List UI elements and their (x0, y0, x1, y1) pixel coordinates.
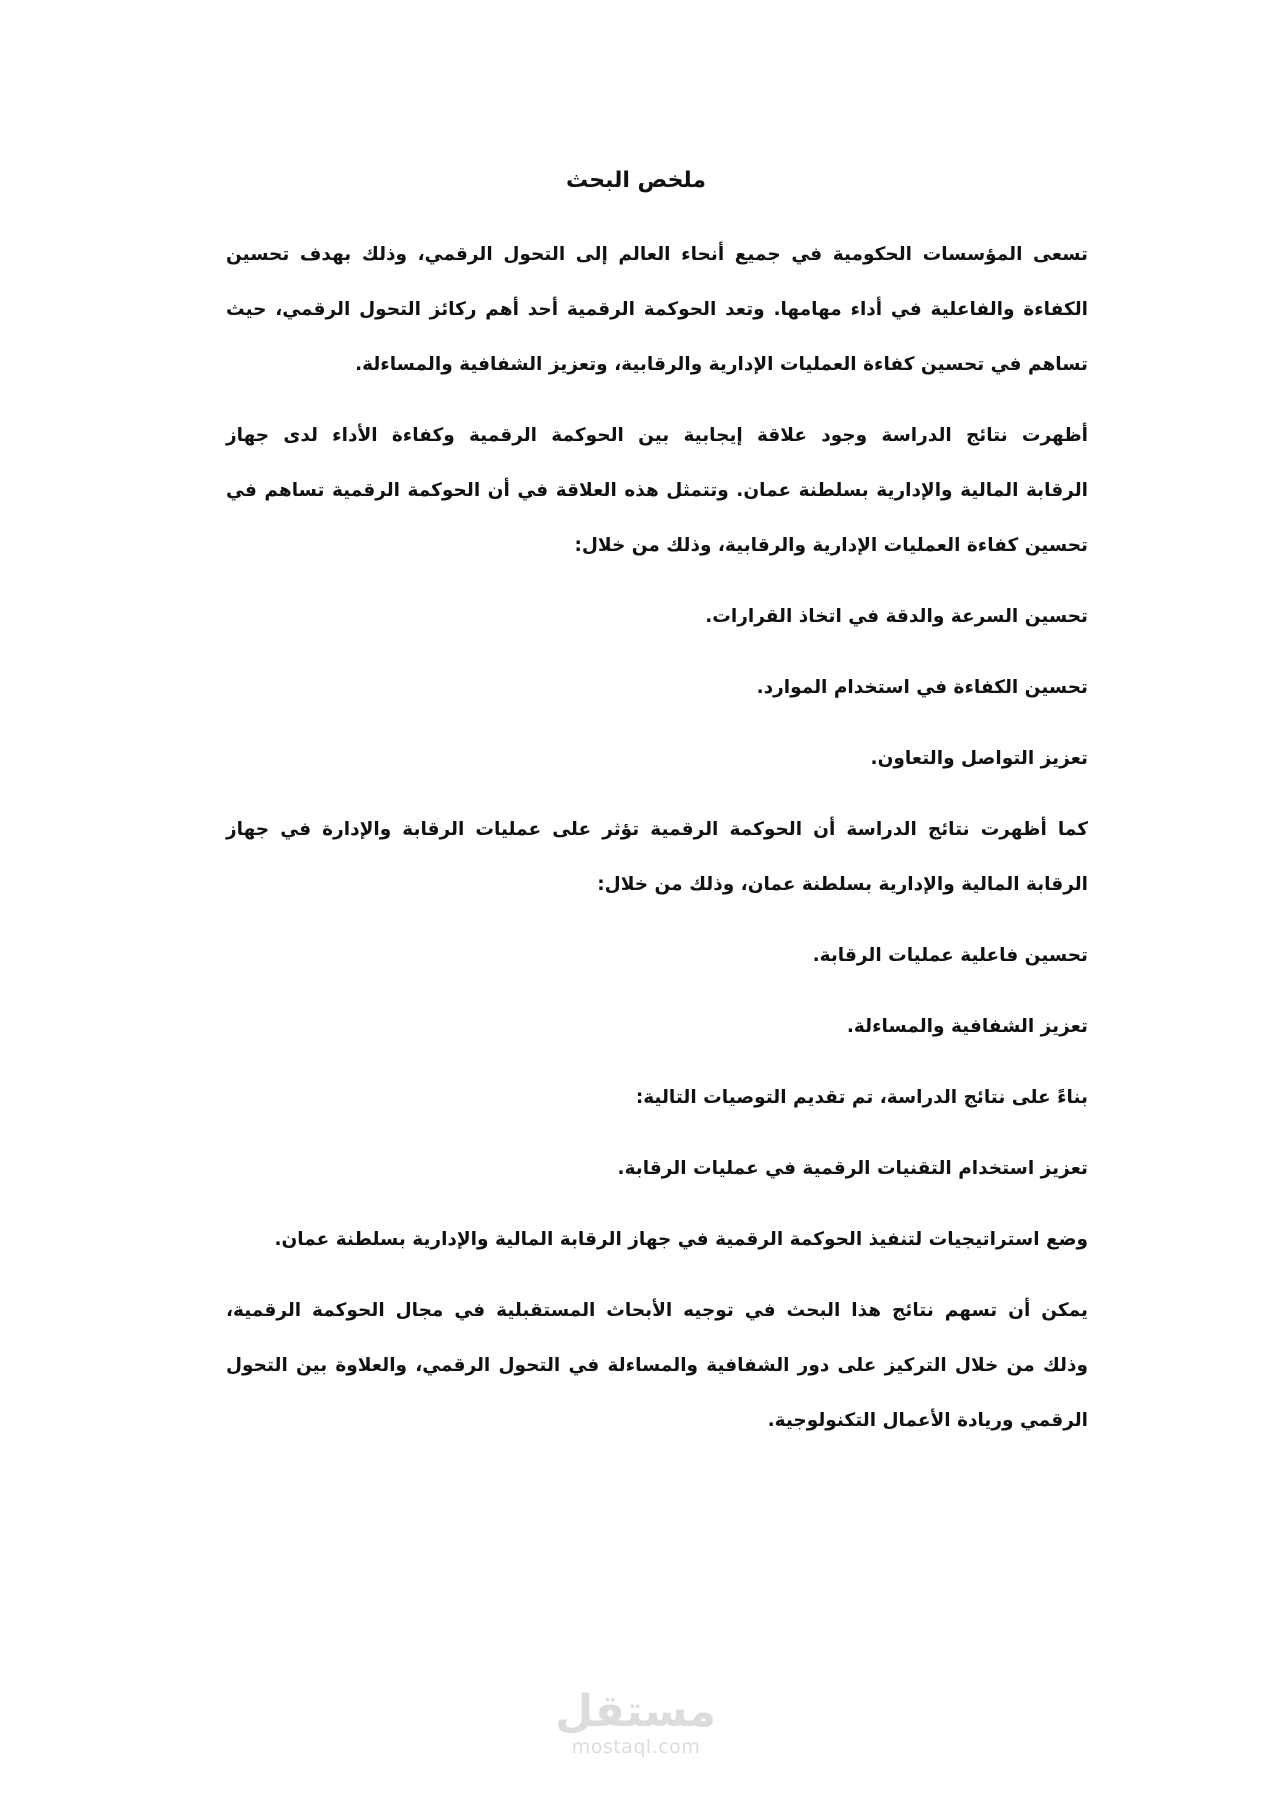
paragraph (226, 731, 1088, 786)
paragraph (226, 660, 1088, 715)
paragraph (226, 1283, 1088, 1448)
paragraph (226, 999, 1088, 1054)
paragraph (226, 1070, 1088, 1125)
text-line: أظهرت نتائج الدراسة وجود علاقة إيجابية بين الحوكمة الرقمية وكفاءة الأداء لدى جهاز (226, 425, 1088, 446)
paragraph (226, 1141, 1088, 1196)
paragraph (226, 802, 1088, 912)
text-line: كما أظهرت نتائج الدراسة أن الحوكمة الرقمية تؤثر على عمليات الرقابة والإدارة في جهاز (226, 819, 1088, 840)
text-line: وضع استراتيجيات لتنفيذ الحوكمة الرقمية في جهاز الرقابة المالية والإدارية بسلطنة عمان. (274, 1229, 1088, 1250)
text-line: تحسين كفاءة العمليات الإدارية والرقابية، وذلك من خلال: (574, 535, 1088, 556)
paragraph (226, 1212, 1088, 1267)
text-line: تحسين فاعلية عمليات الرقابة. (812, 945, 1088, 966)
text-line: يمكن أن تسهم نتائج هذا البحث في توجيه الأبحاث المستقبلية في مجال الحوكمة الرقمية، (226, 1300, 1088, 1321)
text-line: وذلك من خلال التركيز على دور الشفافية والمساءلة في التحول الرقمي، والعلاوة بين التحول (226, 1355, 1088, 1376)
text-line: تعزيز الشفافية والمساءلة. (846, 1016, 1088, 1037)
paragraph (226, 589, 1088, 644)
text-line: الرقمي وريادة الأعمال التكنولوجية. (767, 1410, 1088, 1431)
text-line: الرقابة المالية والإدارية بسلطنة عمان، وذلك من خلال: (597, 874, 1088, 895)
text-line: تسعى المؤسسات الحكومية في جميع أنحاء العالم إلى التحول الرقمي، وذلك بهدف تحسين (226, 244, 1088, 265)
text-line: تعزيز التواصل والتعاون. (870, 748, 1088, 769)
abstract-body (226, 227, 1088, 1464)
watermark-arabic: مستقل (555, 1686, 716, 1737)
paragraph (226, 928, 1088, 983)
text-line: تحسين السرعة والدقة في اتخاذ القرارات. (705, 606, 1088, 627)
text-line: الكفاءة والفاعلية في أداء مهامها. وتعد الحوكمة الرقمية أحد أهم ركائز التحول الرقمي، حيث (226, 299, 1088, 320)
text-line: تساهم في تحسين كفاءة العمليات الإدارية والرقابية، وتعزيز الشفافية والمساءلة. (355, 354, 1088, 375)
paragraph (226, 227, 1088, 392)
paragraph (226, 408, 1088, 573)
watermark-logo (556, 1688, 716, 1758)
text-line: الرقابة المالية والإدارية بسلطنة عمان. وتتمثل هذه العلاقة في أن الحوكمة الرقمية تساهم في (226, 480, 1088, 501)
text-line: بناءً على نتائج الدراسة، تم تقديم التوصيات التالية: (635, 1087, 1088, 1108)
watermark-latin: mostaql.com (571, 1736, 701, 1758)
page-title: ملخص البحث (565, 168, 707, 193)
text-line: تعزيز استخدام التقنيات الرقمية في عمليات الرقابة. (617, 1158, 1088, 1179)
text-line: تحسين الكفاءة في استخدام الموارد. (756, 677, 1088, 698)
